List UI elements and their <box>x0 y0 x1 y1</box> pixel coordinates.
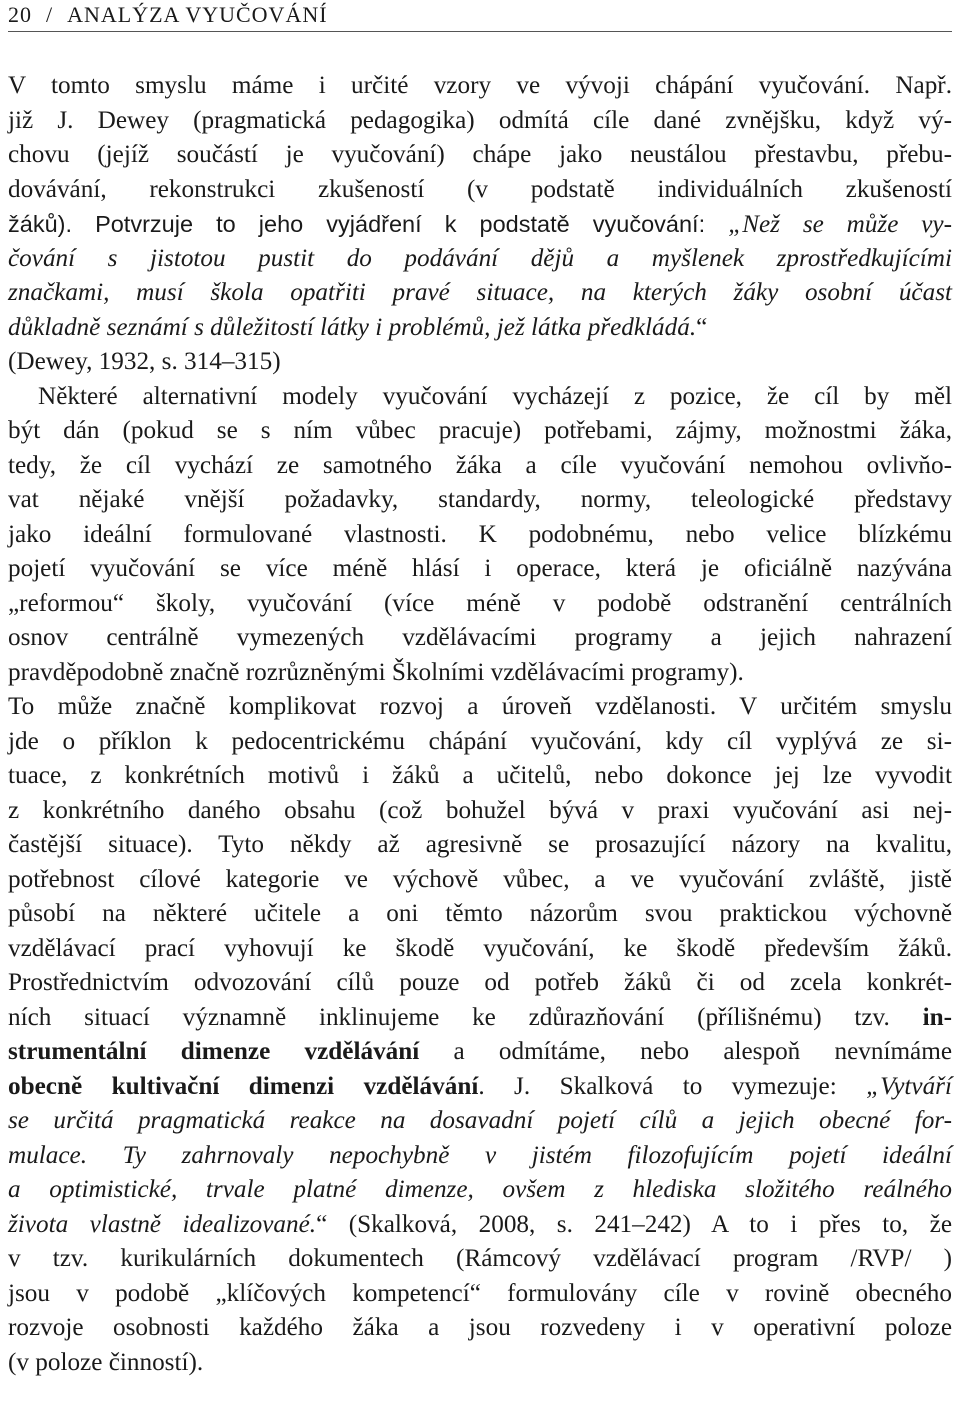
text-run: Prostřednictvím odvozování cílů pouze od potřeb žáků či od zcela konkrét- <box>8 969 952 996</box>
text-run: (v poloze činností). <box>8 1348 204 1376</box>
running-header <box>8 2 952 32</box>
text-run: vzdělávací prací vyhovují ke škodě vyučování, ke škodě především žáků. <box>8 934 952 962</box>
text-run: pravděpodobně značně rozrůzněnými Školními vzdělávacími programy). <box>8 658 744 686</box>
text-run: in- <box>922 1003 952 1031</box>
text-line <box>8 345 952 380</box>
text-run: rozvoje osobnosti každého žáka a jsou rozvedeny i v operativní poloze <box>8 1314 952 1341</box>
text-run: již J. Dewey (pragmatická pedagogika) odmítá cíle dané zvnějšku, když vý- <box>8 106 952 134</box>
text-line <box>8 1104 952 1139</box>
text-line <box>8 1311 952 1346</box>
text-line <box>8 587 952 622</box>
text-run: se určitá pragmatická reakce na dosavadní pojetí cílů a jejich obecné for- <box>8 1107 952 1134</box>
text-line <box>8 1173 952 1208</box>
text-line <box>8 759 952 794</box>
text-line <box>8 656 952 691</box>
text-run: dovávání, rekonstrukci zkušeností (v podstatě individuálních zkušeností <box>8 175 952 203</box>
text-line <box>8 690 952 725</box>
text-line <box>8 138 952 173</box>
text-line <box>8 242 952 277</box>
text-run: „reformou“ školy, vyučování (více méně v podobě odstranění centrálních <box>8 589 952 617</box>
text-run: žáků). Potvrzuje to jeho vyjádření k podstatě vyučování: <box>8 211 729 237</box>
text-run: a optimistické, trvale platné dimenze, ovšem z hlediska složitého reálného <box>8 1176 952 1203</box>
text-line <box>8 1139 952 1174</box>
text-run: chovu (jejíž součástí je vyučování) chápe jako neustálou přestavbu, přebu- <box>8 141 952 168</box>
text-run: V tomto smyslu máme i určité vzory ve vývoji chápání vyučování. Např. <box>8 72 952 99</box>
text-run: „Vytváří <box>866 1072 952 1100</box>
text-line <box>8 414 952 449</box>
text-run: osnov centrálně vymezených vzdělávacími programy a jejich nahrazení <box>8 624 952 651</box>
text-line <box>8 966 952 1001</box>
text-line <box>8 207 952 242</box>
text-line <box>8 380 952 415</box>
text-run: působí na některé učitele a oni těmto názorům svou praktickou výchovně <box>8 900 952 927</box>
text-run: a odmítáme, nebo alespoň nevnímáme <box>419 1038 952 1065</box>
text-run: být dán (pokud se s ním vůbec pracuje) potřebami, zájmy, možnostmi žáka, <box>8 417 952 444</box>
text-run: ních situací významně inklinujeme ke zdůrazňování (přílišnému) tzv. <box>8 1003 923 1031</box>
text-run: „Než se může vy- <box>728 211 952 238</box>
text-run: “ (Skalková, 2008, s. 241–242) A to i přes to, že <box>316 1210 952 1238</box>
text-run: Některé alternativní modely vyučování vycházejí z pozice, že cíl by měl <box>38 382 952 410</box>
text-run: (Dewey, 1932, s. 314–315) <box>8 348 281 375</box>
text-run: “ <box>696 313 708 341</box>
text-run: potřebnost cílové kategorie ve výchově vůbec, a ve vyučování zvláště, jistě <box>8 865 952 893</box>
text-line <box>8 518 952 553</box>
text-line <box>8 1035 952 1070</box>
text-run: obecně kultivační dimenzi vzdělávání <box>8 1072 479 1100</box>
text-run: tuace, z konkrétních motivů i žáků a učitelů, nebo dokonce jej lze vyvodit <box>8 762 952 789</box>
text-run: strumentální dimenze vzdělávání <box>8 1038 420 1065</box>
body-text <box>8 69 952 1380</box>
text-line <box>8 552 952 587</box>
header-separator: / <box>46 2 54 27</box>
chapter-title: ANALÝZA VYUČOVÁNÍ <box>67 2 328 27</box>
text-run: v tzv. kurikulárních dokumentech (Rámcový vzdělávací program /RVP/ ) <box>8 1245 952 1272</box>
page-number: 20 <box>8 2 32 27</box>
text-run: . J. Skalková to vymezuje: <box>478 1072 867 1100</box>
text-line <box>8 69 952 104</box>
text-line <box>8 1242 952 1277</box>
text-run: To může značně komplikovat rozvoj a úroveň vzdělanosti. V určitém smyslu <box>8 693 952 720</box>
text-line <box>8 932 952 967</box>
text-run: jde o příklon k pedocentrickému chápání vyučování, kdy cíl vyplývá ze si- <box>8 727 952 755</box>
text-line <box>8 863 952 898</box>
text-line <box>8 311 952 346</box>
text-run: z konkrétního daného obsahu (což bohužel bývá v praxi vyučování asi nej- <box>8 796 952 824</box>
text-run: značkami, musí škola opatřiti pravé situace, na kterých žáky osobní účast <box>8 279 952 306</box>
text-run: čování s jistotou pustit do podávání dějů a myšlenek zprostředkujícími <box>8 244 952 272</box>
text-run: mulace. Ty zahrnovaly nepochybně v jistém filozofujícím pojetí ideální <box>8 1141 952 1169</box>
text-line <box>8 828 952 863</box>
text-run: důkladně seznámí s důležitostí látky i problémů, jež látka předkládá. <box>8 313 697 341</box>
text-run: jsou v podobě „klíčových kompetencí“ formulovány cíle v rovině obecného <box>8 1279 952 1307</box>
text-line <box>8 621 952 656</box>
text-line <box>8 276 952 311</box>
text-run: pojetí vyučování se více méně hlásí i operace, která je oficiálně nazývána <box>8 555 952 582</box>
text-line <box>8 1277 952 1312</box>
text-line <box>8 1208 952 1243</box>
text-run: vat nějaké vnější požadavky, standardy, normy, teleologické představy <box>8 486 952 513</box>
text-run: jako ideální formulované vlastnosti. K podobnému, nebo velice blízkému <box>8 520 952 548</box>
text-line <box>8 794 952 829</box>
text-line <box>8 1346 952 1381</box>
text-line <box>8 104 952 139</box>
text-line <box>8 1070 952 1105</box>
text-line <box>8 483 952 518</box>
text-line <box>8 449 952 484</box>
text-line <box>8 173 952 208</box>
text-run: častější situace). Tyto někdy až agresivně se prosazující názory na kvalitu, <box>8 831 952 858</box>
text-run: života vlastně idealizované. <box>8 1210 317 1238</box>
text-run: tedy, že cíl vychází ze samotného žáka a cíle vyučování nemohou ovlivňo- <box>8 451 952 479</box>
text-line <box>8 897 952 932</box>
text-line <box>8 725 952 760</box>
text-line <box>8 1001 952 1036</box>
